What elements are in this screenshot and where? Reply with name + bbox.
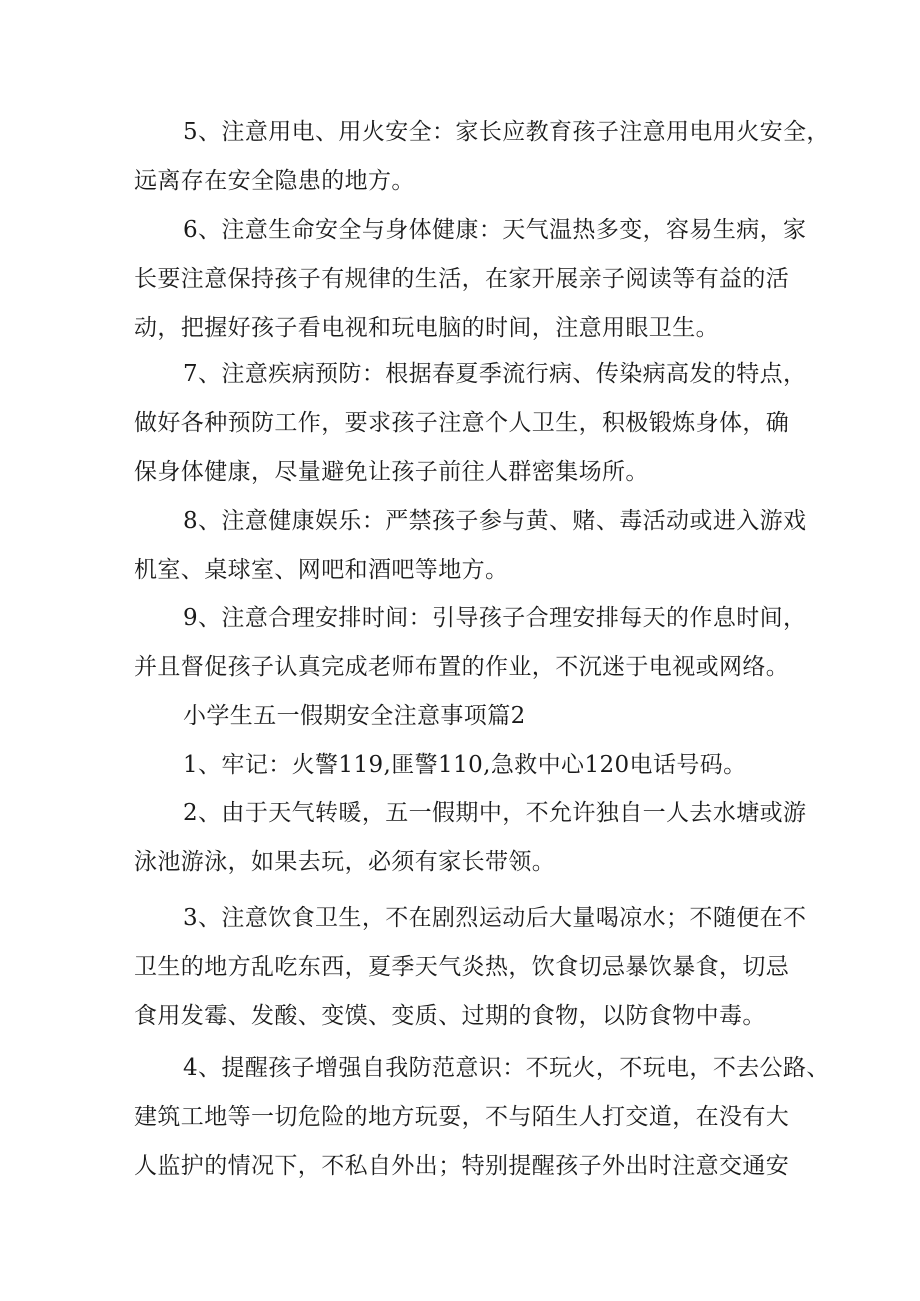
text-line: 做好各种预防工作，要求孩子注意个人卫生，积极锻炼身体，确	[134, 410, 790, 436]
text-line: 4、提醒孩子增强自我防范意识：不玩火，不玩电，不去公路、	[183, 1055, 830, 1081]
text-line: 食用发霉、发酸、变馍、变质、过期的食物，以防食物中毒。	[134, 1003, 766, 1029]
text-line: 1、牢记：火警119,匪警110,急救中心120电话号码。	[183, 752, 747, 778]
text-line: 泳池游泳，如果去玩，必须有家长带领。	[134, 849, 556, 875]
text-line: 并且督促孩子认真完成老师布置的作业，不沉迷于电视或网络。	[134, 654, 790, 680]
text-line: 远离存在安全隐患的地方。	[134, 168, 415, 194]
text-line: 8、注意健康娱乐：严禁孩子参与黄、赌、毒活动或进入游戏	[183, 508, 807, 534]
text-line: 7、注意疾病预防：根据春夏季流行病、传染病高发的特点，	[183, 361, 807, 387]
text-line: 9、注意合理安排时间：引导孩子合理安排每天的作息时间，	[183, 605, 807, 631]
text-line: 6、注意生命安全与身体健康：天气温热多变，容易生病，家	[183, 217, 807, 243]
text-line: 机室、桌球室、网吧和酒吧等地方。	[134, 557, 509, 583]
text-line: 建筑工地等一切危险的地方玩耍，不与陌生人打交道，在没有大	[134, 1104, 790, 1130]
text-line: 动，把握好孩子看电视和玩电脑的时间，注意用眼卫生。	[134, 315, 719, 341]
text-line: 3、注意饮食卫生，不在剧烈运动后大量喝凉水；不随便在不	[183, 905, 807, 931]
text-line: 长要注意保持孩子有规律的生活，在家开展亲子阅读等有益的活	[134, 266, 790, 292]
text-line: 卫生的地方乱吃东西，夏季天气炎热，饮食切忌暴饮暴食，切忌	[134, 954, 790, 980]
text-line: 人监护的情况下，不私自外出；特别提醒孩子外出时注意交通安	[134, 1153, 790, 1179]
text-line: 2、由于天气转暖，五一假期中，不允许独自一人去水塘或游	[183, 800, 807, 826]
text-line: 5、注意用电、用火安全：家长应教育孩子注意用电用火安全，	[183, 119, 830, 145]
section-heading: 小学生五一假期安全注意事项篇2	[183, 703, 526, 729]
text-line: 保身体健康，尽量避免让孩子前往人群密集场所。	[134, 459, 649, 485]
